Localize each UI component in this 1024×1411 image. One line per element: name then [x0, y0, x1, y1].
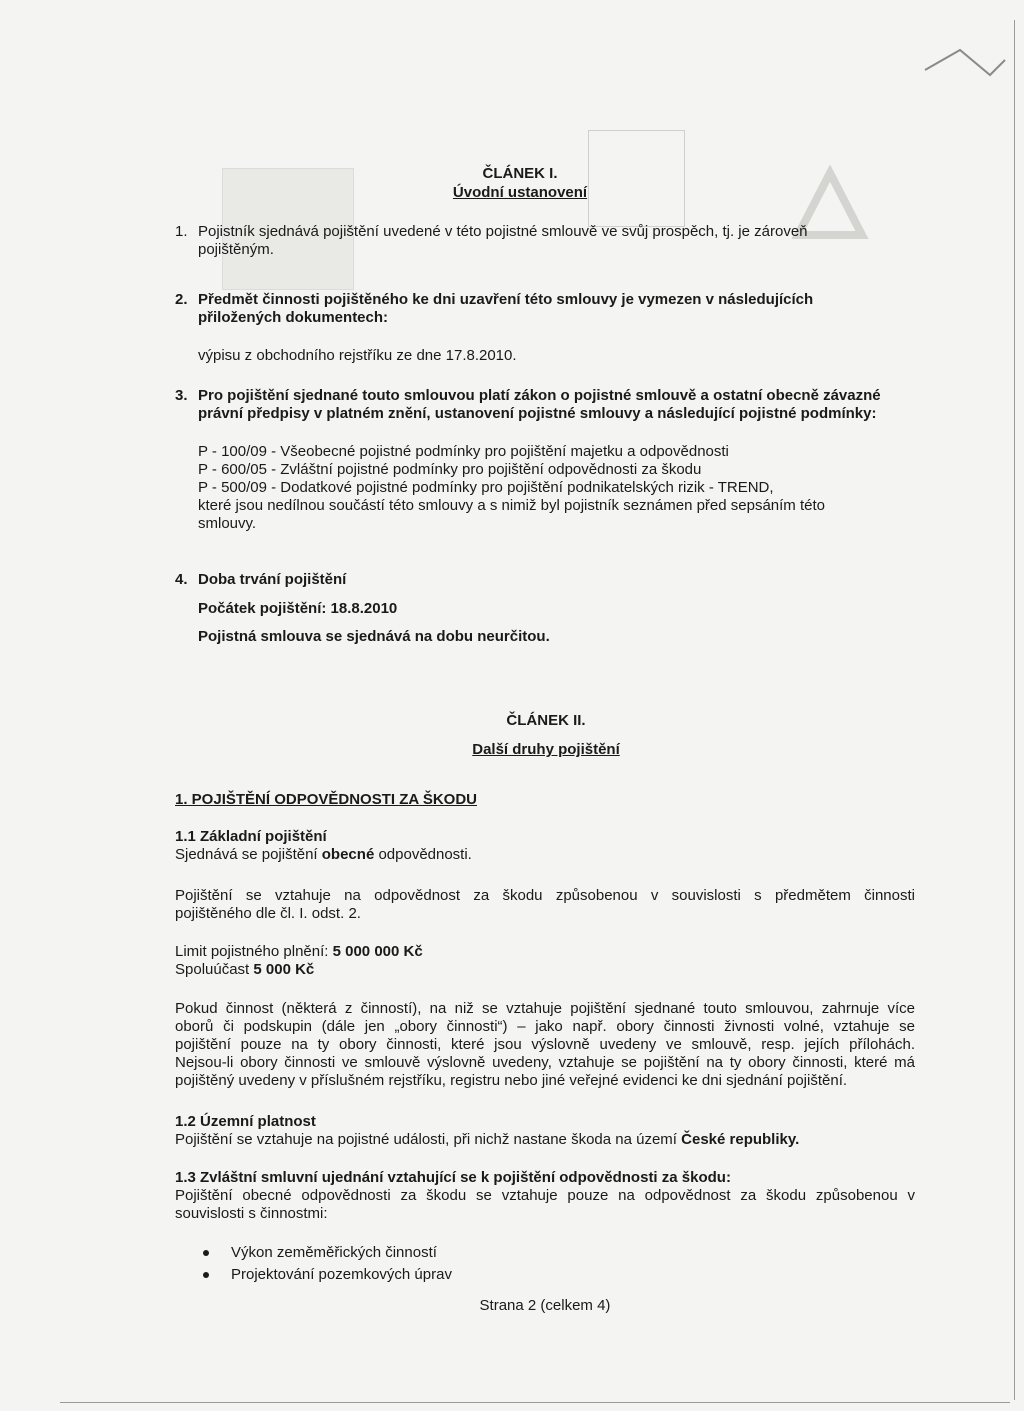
- insurance-duration: Pojistná smlouva se sjednává na dobu neurčitou.: [198, 628, 550, 645]
- fields-of-activity-line1: Pokud činnost (některá z činností), na niž se vztahuje pojištění sjednané touto smlouvou, zahrnuje více: [175, 1000, 915, 1017]
- basic-insurance-scope-line2: pojištěného dle čl. I. odst. 2.: [175, 905, 361, 922]
- page-number-footer: Strana 2 (celkem 4): [479, 1297, 611, 1314]
- condition-p100: P - 100/09 - Všeobecné pojistné podmínky pro pojištění majetku a odpovědnosti: [198, 443, 729, 460]
- article1-item1-number: 1.: [175, 223, 188, 240]
- activity-list-item: Výkon zeměměřických činností: [231, 1244, 437, 1261]
- basic-insurance-title: 1.1 Základní pojištění: [175, 828, 327, 845]
- article1-item2-number: 2.: [175, 291, 188, 308]
- special-terms-title: 1.3 Zvláštní smluvní ujednání vztahující se k pojištění odpovědnosti za škodu:: [175, 1169, 731, 1186]
- conditions-tail-line1: které jsou nedílnou součástí této smlouvy a s nimiž byl pojistník seznámen před sepsáním této: [198, 497, 825, 514]
- bullet-dot: [203, 1250, 209, 1256]
- conditions-tail-line2: smlouvy.: [198, 515, 257, 532]
- fields-of-activity-line2: oborů či podskupin (dále jen „obory činnosti“) – jako např. obory činnosti živnosti volné, vztahuje se: [175, 1018, 915, 1035]
- article2-heading: ČLÁNEK II.: [506, 712, 586, 729]
- liability-section-title: 1. POJIŠTĚNÍ ODPOVĚDNOSTI ZA ŠKODU: [175, 791, 477, 808]
- article1-item3-number: 3.: [175, 387, 188, 404]
- article1-item1-line1: Pojistník sjednává pojištění uvedené v této pojistné smlouvě ve svůj prospěch, tj. je zároveň: [198, 223, 808, 240]
- scan-edge-bottom: [60, 1402, 1010, 1403]
- article1-item4-number: 4.: [175, 571, 188, 588]
- special-terms-line1: Pojištění obecné odpovědnosti za škodu se vztahuje pouze na odpovědnost za škodu způsobenou v: [175, 1187, 915, 1204]
- fields-of-activity-line4: Nejsou-li obory činnosti ve smlouvě výslovně uvedeny, vztahuje se pojištění na ty obory činnosti, které má: [175, 1054, 915, 1071]
- fields-of-activity-line5: pojištěný uvedeny v příslušném rejstříku, registru nebo jiné veřejné evidenci ke dni sjednání pojištění.: [175, 1072, 848, 1089]
- insurance-start: Počátek pojištění: 18.8.2010: [198, 600, 398, 617]
- article1-item3-line2: právní předpisy v platném znění, ustanovení pojistné smlouvy a následující pojistné podmínky:: [198, 405, 877, 422]
- article1-item1-line2: pojištěným.: [198, 241, 274, 258]
- scan-edge-right: [1014, 20, 1015, 1400]
- special-terms-line2: souvislosti s činnostmi:: [175, 1205, 328, 1222]
- duration-title: Doba trvání pojištění: [198, 571, 347, 588]
- condition-p500: P - 500/09 - Dodatkové pojistné podmínky pro pojištění podnikatelských rizik - TREND,: [198, 479, 774, 496]
- fields-of-activity-line3: pojištění pouze na ty obory činnosti, které jsou výslovně uvedeny ve smlouvě, resp. jejích přílohách.: [175, 1036, 915, 1053]
- activity-list-item: Projektování pozemkových úprav: [231, 1266, 452, 1283]
- territorial-validity-text: Pojištění se vztahuje na pojistné události, při nichž nastane škoda na území České republiky.: [175, 1131, 800, 1148]
- article1-heading: ČLÁNEK I.: [482, 165, 558, 182]
- bullet-dot: [203, 1272, 209, 1278]
- article1-item2-line1: Předmět činnosti pojištěného ke dni uzavření této smlouvy je vymezen v následujících: [198, 291, 814, 308]
- article2-subheading: Další druhy pojištění: [472, 741, 620, 758]
- territorial-validity-title: 1.2 Územní platnost: [175, 1113, 316, 1130]
- indemnity-limit: Limit pojistného plnění: 5 000 000 Kč: [175, 943, 423, 960]
- deductible: Spoluúčast 5 000 Kč: [175, 961, 315, 978]
- article1-item2-document: výpisu z obchodního rejstříku ze dne 17.8.2010.: [198, 347, 517, 364]
- condition-p600: P - 600/05 - Zvláštní pojistné podmínky pro pojištění odpovědnosti za škodu: [198, 461, 702, 478]
- basic-insurance-scope-line1: Pojištění se vztahuje na odpovědnost za škodu způsobenou v souvislosti s předmětem činnosti: [175, 887, 915, 904]
- article1-item3-line1: Pro pojištění sjednané touto smlouvou platí zákon o pojistné smlouvě a ostatní obecně závazné: [198, 387, 881, 404]
- article1-subheading: Úvodní ustanovení: [452, 184, 588, 201]
- basic-insurance-text: Sjednává se pojištění obecné odpovědnosti.: [175, 846, 472, 863]
- scan-corner-mark: [920, 30, 1010, 90]
- article1-item2-line2: přiložených dokumentech:: [198, 309, 389, 326]
